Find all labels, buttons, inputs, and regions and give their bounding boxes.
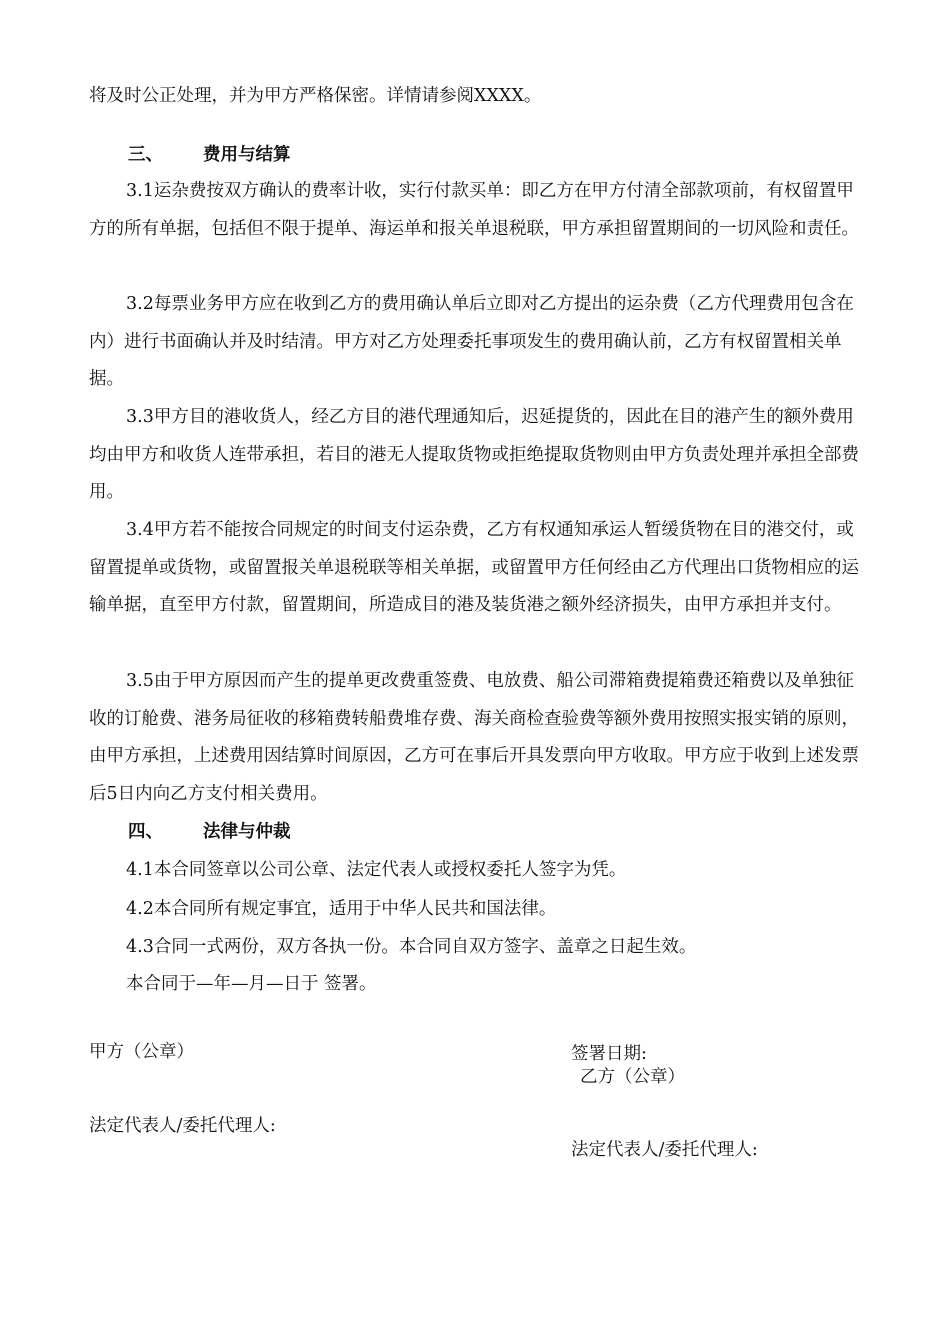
- sign-date-label: 签署日期:: [571, 1044, 647, 1064]
- party-b-representative-label: 法定代表人/委托代理人:: [571, 1140, 758, 1160]
- signing-line: 本合同于—年—月—日于 签署。: [126, 974, 377, 994]
- section-4-title: 法律与仲裁: [203, 822, 291, 842]
- clause-3-3: 3.3甲方目的港收货人，经乙方目的港代理通知后，迟延提货的，因此在目的港产生的额外费用均由甲方和收货人连带承担，若目的港无人提取货物或拒绝提取货物则由甲方负责处理并承担全部费用。: [89, 407, 859, 502]
- section-4-heading: [128, 817, 291, 847]
- clause-3-2: 3.2每票业务甲方应在收到乙方的费用确认单后立即对乙方提出的运杂费（乙方代理费用包含在内）进行书面确认并及时结清。甲方对乙方处理委托事项发生的费用确认前，乙方有权留置相关单据。: [89, 294, 854, 389]
- section-4-number: 四、: [128, 822, 163, 842]
- party-b-seal-label: 乙方（公章）: [580, 1067, 685, 1087]
- section-3-heading: [128, 140, 291, 170]
- clause-4-1: 4.1本合同签章以公司公章、法定代表人或授权委托人签字为凭。: [126, 860, 627, 880]
- party-a-representative-label: 法定代表人/委托代理人:: [89, 1116, 276, 1136]
- clause-3-4: 3.4甲方若不能按合同规定的时间支付运杂费，乙方有权通知承运人暂缓货物在目的港交付，或留置提单或货物，或留置报关单退税联等相关单据，或留置甲方任何经由乙方代理出口货物相应的运输单据，直至甲方付款，留置期间，所造成目的港及装货港之额外经济损失，由甲方承担并支付。: [89, 520, 859, 615]
- clause-3-1: 3.1运杂费按双方确认的费率计收，实行付款买单：即乙方在甲方付清全部款项前，有权留置甲方的所有单据，包括但不限于提单、海运单和报关单退税联，甲方承担留置期间的一切风险和责任。: [89, 181, 859, 239]
- intro-tail-text: 将及时公正处理，并为甲方严格保密。详情请参阅XXXX。: [89, 86, 542, 106]
- section-3-title: 费用与结算: [203, 145, 291, 165]
- clause-4-3: 4.3合同一式两份，双方各执一份。本合同自双方签字、盖章之日起生效。: [126, 937, 697, 957]
- clause-4-2: 4.2本合同所有规定事宜，适用于中华人民共和国法律。: [126, 899, 557, 919]
- clause-3-5: 3.5由于甲方原因而产生的提单更改费重签费、电放费、船公司滞箱费提箱费还箱费以及单独征收的订舱费、港务局征收的移箱费转船费堆存费、海关商检查验费等额外费用按照实报实销的原则，由甲方承担，上述费用因结算时间原因，乙方可在事后开具发票向甲方收取。甲方应于收到上述发票后5日内向乙方支付相关费用。: [89, 671, 859, 804]
- party-a-seal-label: 甲方（公章）: [89, 1042, 194, 1062]
- section-3-number: 三、: [128, 145, 163, 165]
